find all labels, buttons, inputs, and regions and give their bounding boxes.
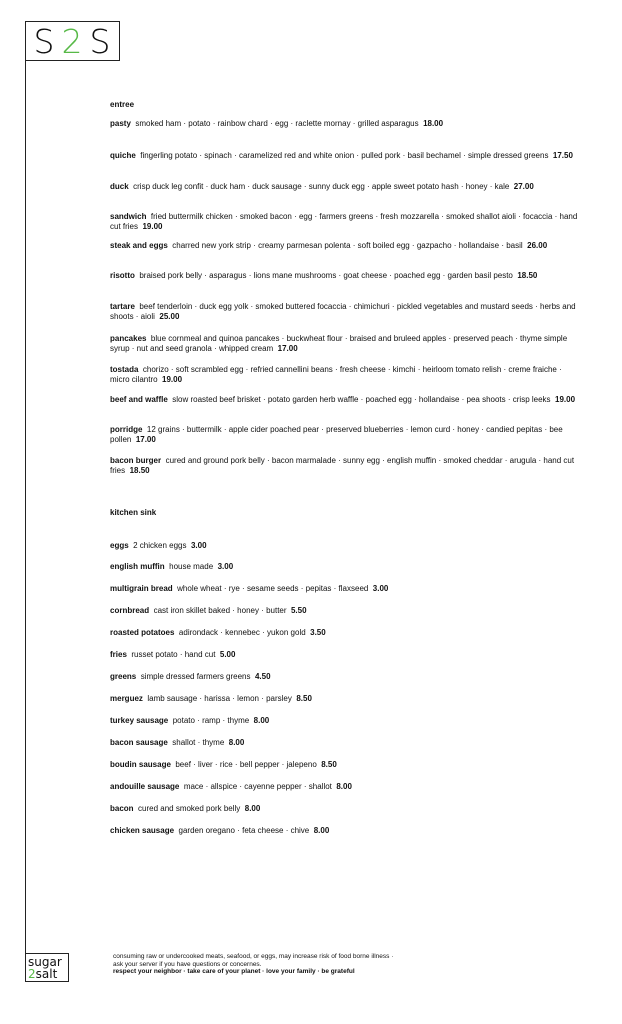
logo-letter-s2: S <box>89 21 112 61</box>
menu-item-name: quiche <box>110 151 136 160</box>
menu-item-name: bacon <box>110 804 134 813</box>
menu-item-description: fried buttermilk chicken · smoked bacon · egg · farmers greens · fresh mozzarella · smoked shallot aioli · focaccia · hand cut fries <box>110 212 578 231</box>
menu-item <box>110 628 580 638</box>
menu-item-description: braised pork belly · asparagus · lions mane mushrooms · goat cheese · poached egg · garden basil pesto <box>139 271 513 280</box>
left-border-line <box>25 60 26 982</box>
menu-item-description: chorizo · soft scrambled egg · refried cannellini beans · fresh cheese · kimchi · heirloom tomato relish · creme fraiche · micro cilantro <box>110 365 562 384</box>
menu-item <box>110 334 580 354</box>
menu-item-price: 8.00 <box>336 782 352 791</box>
menu-item <box>110 562 580 572</box>
menu-item <box>110 302 580 322</box>
menu-item-description: slow roasted beef brisket · potato garden herb waffle · poached egg · hollandaise · pea shoots · crisp leeks <box>172 395 551 404</box>
menu-item <box>110 151 580 161</box>
menu-item <box>110 541 580 551</box>
menu-item <box>110 650 580 660</box>
logo-digit-2-small: 2 <box>28 966 36 981</box>
menu-item-name: multigrain bread <box>110 584 173 593</box>
menu-item-description: cured and ground pork belly · bacon marmalade · sunny egg · english muffin · smoked cheddar · arugula · hand cut fries <box>110 456 575 475</box>
logo-digit-2: 2 <box>61 21 84 61</box>
sugar-2-salt-logo <box>25 953 69 982</box>
menu-item-name: sandwich <box>110 212 147 221</box>
menu-item-price: 19.00 <box>555 395 576 404</box>
menu-item <box>110 672 580 682</box>
menu-item-price: 5.50 <box>290 606 307 615</box>
menu-item-description: cured and smoked pork belly <box>138 804 241 813</box>
menu-item-description: garden oregano · feta cheese · chive <box>178 826 310 835</box>
menu-item-name: porridge <box>110 425 143 434</box>
menu-item-price: 3.00 <box>372 584 389 593</box>
menu-item-price: 26.00 <box>527 241 548 250</box>
menu-item <box>110 182 580 192</box>
menu-item-name: eggs <box>110 541 129 550</box>
menu-item-name: tostada <box>110 365 139 374</box>
menu-item-price: 3.50 <box>310 628 326 637</box>
menu-item <box>110 365 580 385</box>
menu-item-description: 2 chicken eggs <box>133 541 187 550</box>
menu-item-price: 4.50 <box>254 672 271 681</box>
logo-line-2salt <box>28 968 68 980</box>
menu-item-price: 25.00 <box>159 312 180 321</box>
menu-item-name: bacon burger <box>110 456 162 465</box>
menu-item-name: roasted potatoes <box>110 628 175 637</box>
menu-item-price: 8.50 <box>321 760 337 769</box>
menu-item-description: fingerling potato · spinach · caramelized red and white onion · pulled pork · basil bechamel · simple dressed greens <box>140 151 549 160</box>
menu-item-price: 19.00 <box>142 222 163 231</box>
menu-item-name: chicken sausage <box>110 826 175 835</box>
menu-item <box>110 738 580 748</box>
menu-item-description: crisp duck leg confit · duck ham · duck sausage · sunny duck egg · apple sweet potato hash · honey · kale <box>133 182 510 191</box>
menu-item-description: lamb sausage · harissa · lemon · parsley <box>147 694 292 703</box>
menu-item-name: tartare <box>110 302 135 311</box>
disclaimer-line-2: ask your server if you have questions or concernes. <box>113 960 262 968</box>
menu-item-name: pancakes <box>110 334 147 343</box>
menu-item-price: 18.50 <box>517 271 538 280</box>
menu-item-description: house made <box>169 562 214 571</box>
menu-item-description: simple dressed farmers greens <box>140 672 251 681</box>
disclaimer <box>113 953 583 976</box>
menu-item-price: 8.00 <box>313 826 330 835</box>
disclaimer-motto: respect your neighbor · take care of your planet · love your family · be grateful <box>113 968 355 975</box>
menu-item <box>110 425 580 445</box>
menu-item <box>110 241 580 251</box>
menu-item-name: risotto <box>110 271 135 280</box>
menu-item-name: turkey sausage <box>110 716 169 725</box>
menu-item-price: 8.00 <box>244 804 261 813</box>
menu-item-description: mace · allspice · cayenne pepper · shallot <box>183 782 332 791</box>
menu-item-name: bacon sausage <box>110 738 168 747</box>
menu-item-price: 3.00 <box>190 541 207 550</box>
menu-item-name: duck <box>110 182 129 191</box>
menu-item-description: russet potato · hand cut <box>131 650 216 659</box>
menu-item-price: 8.00 <box>253 716 270 725</box>
menu-item-price: 17.00 <box>135 435 156 444</box>
menu-item-description: adirondack · kennebec · yukon gold <box>178 628 306 637</box>
menu-item-name: boudin sausage <box>110 760 171 769</box>
menu-item-description: 12 grains · buttermilk · apple cider poached pear · preserved blueberries · lemon curd · honey · candied pepitas · bee pollen <box>110 425 563 444</box>
menu-item <box>110 456 580 476</box>
menu-item-description: potato · ramp · thyme <box>172 716 250 725</box>
menu-item-name: english muffin <box>110 562 165 571</box>
menu-item-name: cornbread <box>110 606 150 615</box>
menu-item-price: 17.00 <box>277 344 298 353</box>
menu-item-price: 5.00 <box>219 650 236 659</box>
logo <box>25 21 120 61</box>
menu-item-description: blue cornmeal and quinoa pancakes · buckwheat flour · braised and bruleed apples · preserved peach · thyme simple syrup · nut and seed granola · whipped cream <box>110 334 568 353</box>
section-title-kitchen-sink: kitchen sink <box>110 508 157 517</box>
menu-item-price: 17.50 <box>552 151 573 160</box>
menu-item-price: 8.00 <box>228 738 245 747</box>
menu-item-name: andouille sausage <box>110 782 180 791</box>
menu-item-price: 3.00 <box>217 562 234 571</box>
logo-word-salt: salt <box>35 966 58 981</box>
menu-item <box>110 694 580 704</box>
menu-item <box>110 271 580 281</box>
logo-word-sugar: sugar <box>28 954 62 969</box>
menu-item-name: steak and eggs <box>110 241 168 250</box>
menu-item <box>110 212 580 232</box>
menu-item-description: whole wheat · rye · sesame seeds · pepitas · flaxseed <box>177 584 369 593</box>
menu-item <box>110 395 580 405</box>
menu-item <box>110 716 580 726</box>
menu-item <box>110 804 580 814</box>
menu-item <box>110 119 580 129</box>
menu-item <box>110 584 580 594</box>
logo-letter-s1: S <box>33 21 56 61</box>
menu-item-name: merguez <box>110 694 143 703</box>
menu-item-description: beef tenderloin · duck egg yolk · smoked buttered focaccia · chimichuri · pickled vegetables and mustard seeds · herbs and shoots · aioli <box>110 302 576 321</box>
disclaimer-line-1: consuming raw or undercooked meats, seafood, or eggs, may increase risk of food borne illness · <box>113 953 394 960</box>
menu-item <box>110 782 580 792</box>
menu-item-price: 8.50 <box>296 694 312 703</box>
menu-item-price: 18.50 <box>129 466 150 475</box>
menu-item-description: shallot · thyme <box>172 738 225 747</box>
section-title-entree: entree <box>110 100 135 109</box>
menu-item-name: beef and waffle <box>110 395 168 404</box>
menu-item-name: greens <box>110 672 137 681</box>
menu-item-description: cast iron skillet baked · honey · butter <box>153 606 287 615</box>
menu-item-name: fries <box>110 650 127 659</box>
menu-item-description: beef · liver · rice · bell pepper · jalepeno <box>175 760 317 769</box>
menu-item-description: smoked ham · potato · rainbow chard · egg · raclette mornay · grilled asparagus <box>135 119 419 128</box>
menu-item-description: charred new york strip · creamy parmesan polenta · soft boiled egg · gazpacho · hollandaise · basil <box>172 241 523 250</box>
menu-item-price: 27.00 <box>513 182 534 191</box>
menu-item-name: pasty <box>110 119 131 128</box>
menu-item-price: 19.00 <box>162 375 183 384</box>
menu-item <box>110 826 580 836</box>
menu-item <box>110 606 580 616</box>
menu-item-price: 18.00 <box>423 119 444 128</box>
menu-item <box>110 760 580 770</box>
